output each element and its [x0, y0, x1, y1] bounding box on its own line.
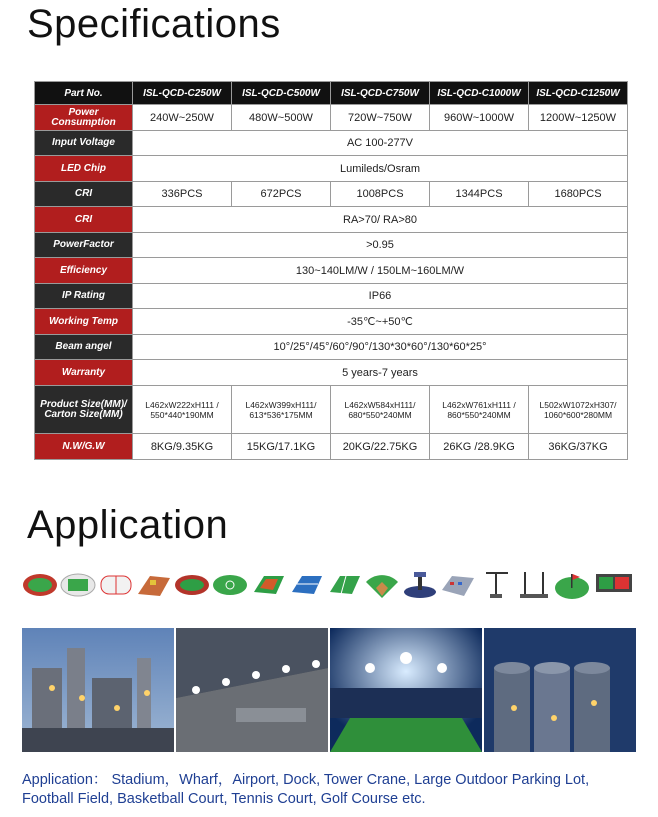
table-cell: 240W~250W — [133, 105, 232, 131]
application-description: Application： Stadium，Wharf，Airport, Dock, Tower Crane, Large Outdoor Parking Lot, Football Field, Basketball Court, Tennis Court, Golf Course etc. — [22, 772, 590, 807]
basketball-court-icon — [250, 568, 286, 602]
application-title: Application — [27, 503, 229, 547]
row-label: Efficiency — [35, 258, 133, 284]
stadium-photo — [330, 628, 482, 752]
table-cell: 960W~1000W — [430, 105, 529, 131]
header-part-no: Part No. — [35, 82, 133, 105]
specifications-table — [34, 81, 628, 460]
table-cell: 672PCS — [232, 182, 331, 207]
tower-crane-icon — [478, 568, 514, 602]
row-label: CRI — [35, 207, 133, 233]
airport-icon — [402, 568, 438, 602]
row-label: IP Rating — [35, 284, 133, 309]
table-cell: 1200W~1250W — [529, 105, 628, 131]
soccer-field-icon — [212, 568, 248, 602]
table-cell: L502xW1072xH307/ 1060*600*280MM — [529, 386, 628, 434]
table-cell: 1008PCS — [331, 182, 430, 207]
table-cell: L462xW584xH111/ 680*550*240MM — [331, 386, 430, 434]
row-label: Product Size(MM)/ Carton Size(MM) — [35, 386, 133, 434]
table-row — [35, 258, 628, 284]
row-label: Working Temp — [35, 309, 133, 335]
application-icon-strip — [22, 566, 636, 606]
running-track-icon — [174, 568, 210, 602]
table-row — [35, 105, 628, 131]
table-row — [35, 233, 628, 258]
pitch-icon — [326, 568, 362, 602]
table-cell-merged: 130~140LM/W / 150LM~160LM/W — [133, 258, 628, 284]
table-cell-merged: >0.95 — [133, 233, 628, 258]
table-header-row — [35, 82, 628, 105]
table-row — [35, 156, 628, 182]
table-row — [35, 309, 628, 335]
table-cell: 36KG/37KG — [529, 434, 628, 460]
table-cell: 1344PCS — [430, 182, 529, 207]
table-cell-merged: -35℃~+50℃ — [133, 309, 628, 335]
row-label: PowerFactor — [35, 233, 133, 258]
table-cell: L462xW761xH111 / 860*550*240MM — [430, 386, 529, 434]
table-cell: 480W~500W — [232, 105, 331, 131]
table-row — [35, 360, 628, 386]
header-model-c1000w: ISL-QCD-C1000W — [430, 82, 529, 105]
table-cell-merged: AC 100-277V — [133, 131, 628, 156]
ice-rink-icon — [98, 568, 134, 602]
wharf-icon — [136, 568, 172, 602]
specifications-title: Specifications — [27, 2, 281, 46]
light-tower-icon — [516, 568, 552, 602]
table-cell: L462xW399xH111/ 613*536*175MM — [232, 386, 331, 434]
row-label: CRI — [35, 182, 133, 207]
stadium-track-icon — [22, 568, 58, 602]
header-model-c250w: ISL-QCD-C250W — [133, 82, 232, 105]
table-row — [35, 284, 628, 309]
table-row — [35, 207, 628, 233]
industrial-plant-photo — [22, 628, 174, 752]
table-cell: 336PCS — [133, 182, 232, 207]
football-field-icon — [60, 568, 96, 602]
baseball-field-icon — [364, 568, 400, 602]
table-cell: 1680PCS — [529, 182, 628, 207]
row-label: N.W/G.W — [35, 434, 133, 460]
header-model-c750w: ISL-QCD-C750W — [331, 82, 430, 105]
table-row — [35, 131, 628, 156]
table-cell-merged: Lumileds/Osram — [133, 156, 628, 182]
table-cell: L462xW222xH111 / 550*440*190MM — [133, 386, 232, 434]
table-cell-merged: 5 years-7 years — [133, 360, 628, 386]
header-model-c500w: ISL-QCD-C500W — [232, 82, 331, 105]
table-cell-merged: 10°/25°/45°/60°/90°/130*30*60°/130*60*25° — [133, 335, 628, 360]
row-label: Power Consumption — [35, 105, 133, 131]
table-cell: 15KG/17.1KG — [232, 434, 331, 460]
table-cell: 720W~750W — [331, 105, 430, 131]
table-row — [35, 386, 628, 434]
header-model-c1250w: ISL-QCD-C1250W — [529, 82, 628, 105]
table-cell-merged: RA>70/ RA>80 — [133, 207, 628, 233]
grain-silo-photo — [484, 628, 636, 752]
row-label: Beam angel — [35, 335, 133, 360]
table-row — [35, 434, 628, 460]
table-cell-merged: IP66 — [133, 284, 628, 309]
parking-garage-photo — [176, 628, 328, 752]
table-cell: 20KG/22.75KG — [331, 434, 430, 460]
parking-lot-icon — [440, 568, 476, 602]
row-label: LED Chip — [35, 156, 133, 182]
table-cell: 26KG /28.9KG — [430, 434, 529, 460]
table-cell: 8KG/9.35KG — [133, 434, 232, 460]
row-label: Warranty — [35, 360, 133, 386]
row-label: Input Voltage — [35, 131, 133, 156]
golf-course-icon — [554, 568, 590, 602]
billboard-icon — [594, 568, 634, 602]
tennis-court-icon — [288, 568, 324, 602]
table-row — [35, 335, 628, 360]
table-row — [35, 182, 628, 207]
